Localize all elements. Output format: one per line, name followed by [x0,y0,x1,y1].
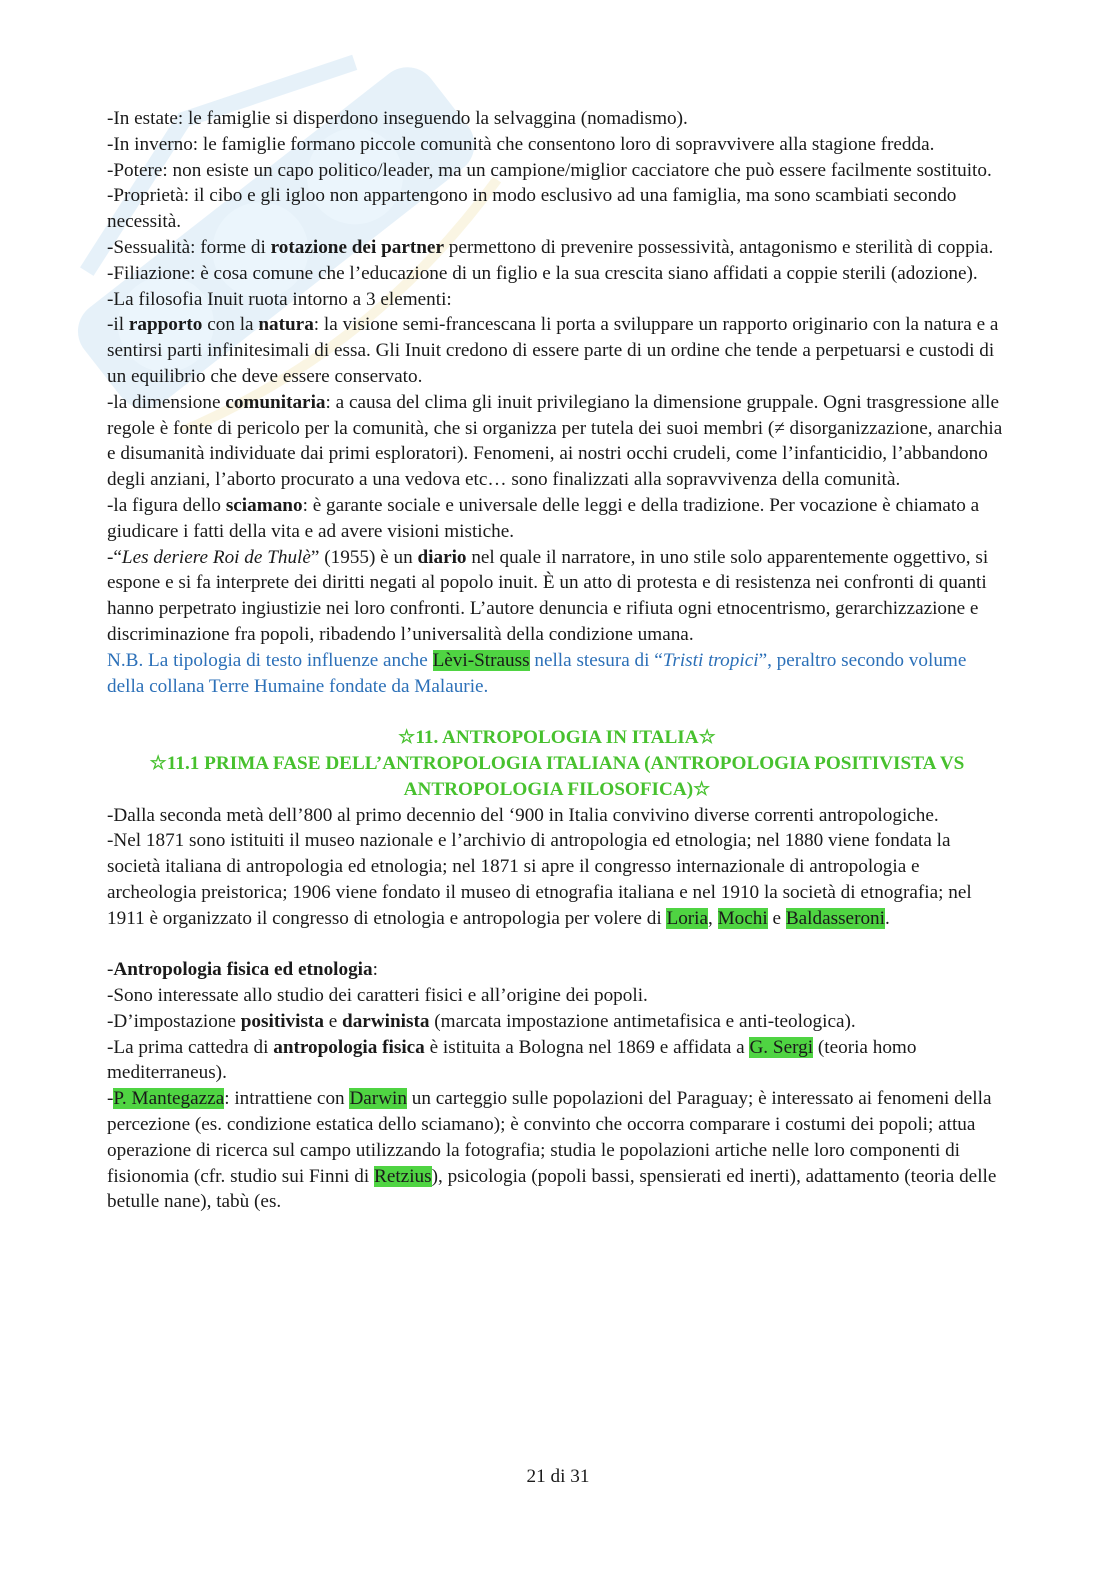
paragraph-potere: -Potere: non esiste un capo politico/leader, ma un campione/miglior cacciatore che può essere facilmente sostituito. [107,159,992,181]
paragraph-filiazione: -Filiazione: è cosa comune che l’educazione di un figlio e la sua crescita siano affidati a coppie sterili (adozione). [107,262,978,284]
paragraph-antropologia-fisica-title: -Antropologia fisica ed etnologia: [107,959,378,981]
paragraph-proprieta: -Proprietà: il cibo e gli igloo non appartengono in modo esclusivo ad una famiglia, ma sono scambiati secondo necessità. [107,185,957,233]
highlight-sergi: G. Sergi [749,1036,814,1058]
highlight-loria: Loria [666,907,709,929]
highlight-levi-strauss: Lèvi-Strauss [432,649,530,671]
paragraph-impostazione: -D’impostazione positivista e darwinista (marcata impostazione antimetafisica e anti-teologica). [107,1010,856,1032]
paragraph-rapporto-natura: -il rapporto con la natura: la visione semi-francescana li porta a sviluppare un rapporto originario con la natura e a sentirsi parti infinitesimali di essa. Gli Inuit credono di essere parte di un ordine che tende a perpetuarsi e custodi di un equilibrio che deve essere conservato. [107,314,999,387]
section-heading: ☆11. ANTROPOLOGIA IN ITALIA☆ [398,727,716,749]
paragraph-diario: -“Les deriere Roi de Thulè” (1955) è un diario nel quale il narratore, in uno stile solo apparentemente oggettivo, si espone e si fa interprete dei diritti negati al popolo inuit. È un atto di protesta e di resistenza nei confronti di quanti hanno perpetrato ingiustizie nei loro confronti. L’autore denuncia e rifiuta ogni etnocentrismo, gerarchizzazione e discriminazione fra popoli, ribadendo l’universalità della condizione umana. [107,546,989,645]
highlight-mochi: Mochi [717,907,768,929]
paragraph-correnti: -Dalla seconda metà dell’800 al primo decennio del ‘900 in Italia convivino diverse correnti antropologiche. [107,804,939,826]
highlight-baldasseroni: Baldasseroni [785,907,885,929]
paragraph-comunitaria: -la dimensione comunitaria: a causa del clima gli inuit privilegiano la dimensione gruppale. Ogni trasgressione alle regole è fonte di pericolo per la comunità, che si organizza per tutela dei suoi membri (≠ disorganizzazione, anarchia e disumanità individuate dai primi esploratori). Fenomeni, ai nostri occhi crudeli, come l’infanticidio, l’abbandono degli anziani, l’aborto procurato a una vedova etc… sono finalizzati alla sopravvivenza della comunità. [107,391,1003,491]
highlight-mantegazza: P. Mantegazza [113,1088,225,1110]
blank-line [107,699,1007,725]
paragraph-inverno: -In inverno: le famiglie formano piccole comunità che consentono loro di sopravvivere alla stagione fredda. [107,133,935,155]
paragraph-cattedra: -La prima cattedra di antropologia fisica è istituita a Bologna nel 1869 e affidata a G. Sergi (teoria homo mediterraneus). [107,1036,917,1084]
paragraph-sessualita: -Sessualità: forme di rotazione dei partner permettono di prevenire possessività, antagonismo e sterilità di coppia. [107,236,994,258]
note-nb: N.B. La tipologia di testo influenze anche Lèvi-Strauss nella stesura di “Tristi tropici”, peraltro secondo volume della collana Terre Humaine fondate da Malaurie. [107,649,967,697]
document-body [107,106,1007,1215]
highlight-retzius: Retzius [374,1165,432,1187]
paragraph-caratteri: -Sono interessate allo studio dei caratteri fisici e all’origine dei popoli. [107,985,648,1007]
paragraph-estate: -In estate: le famiglie si disperdono inseguendo la selvaggina (nomadismo). [107,108,688,129]
page-number: 21 di 31 [526,1466,590,1487]
paragraph-istituzioni: -Nel 1871 sono istituiti il museo nazionale e l’archivio di antropologia ed etnologia; nel 1880 viene fondata la società italiana di antropologia ed etnologia; nel 1871 si apre il congresso internazionale di antropologia e archeologia preistorica; 1906 viene fondato il museo di etnografia italiana e nel 1910 la società di etnografia; nel 1911 è organizzato il congresso di etnologia e antropologia per volere di Loria, Mochi e Baldasseroni. [107,830,972,929]
highlight-darwin: Darwin [349,1088,407,1110]
subsection-heading: ☆11.1 PRIMA FASE DELL’ANTROPOLOGIA ITALIANA (ANTROPOLOGIA POSITIVISTA VS ANTROPOLOGIA FILOSOFICA)☆ [149,752,965,800]
paragraph-sciamano: -la figura dello sciamano: è garante sociale e universale delle leggi e della tradizione. Per vocazione è chiamato a giudicare i fatti della vita e ad avere visioni mistiche. [107,494,980,542]
paragraph-filosofia: -La filosofia Inuit ruota intorno a 3 elementi: [107,288,452,310]
blank-line [107,932,1007,958]
paragraph-mantegazza: -P. Mantegazza: intrattiene con Darwin un carteggio sulle popolazioni del Paraguay; è interessato ai fenomeni della percezione (es. condizione estatica dello sciamano); è convinto che occorra comparare i costumi dei popoli; attua operazione di ricerca sul campo utilizzando la fotografia; studia le popolazioni artiche nelle loro componenti di fisionomia (cfr. studio sui Finni di Retzius), psicologia (popoli bassi, spensierati ed inerti), adattamento (teoria delle betulle nane), tabù (es. [107,1088,997,1213]
